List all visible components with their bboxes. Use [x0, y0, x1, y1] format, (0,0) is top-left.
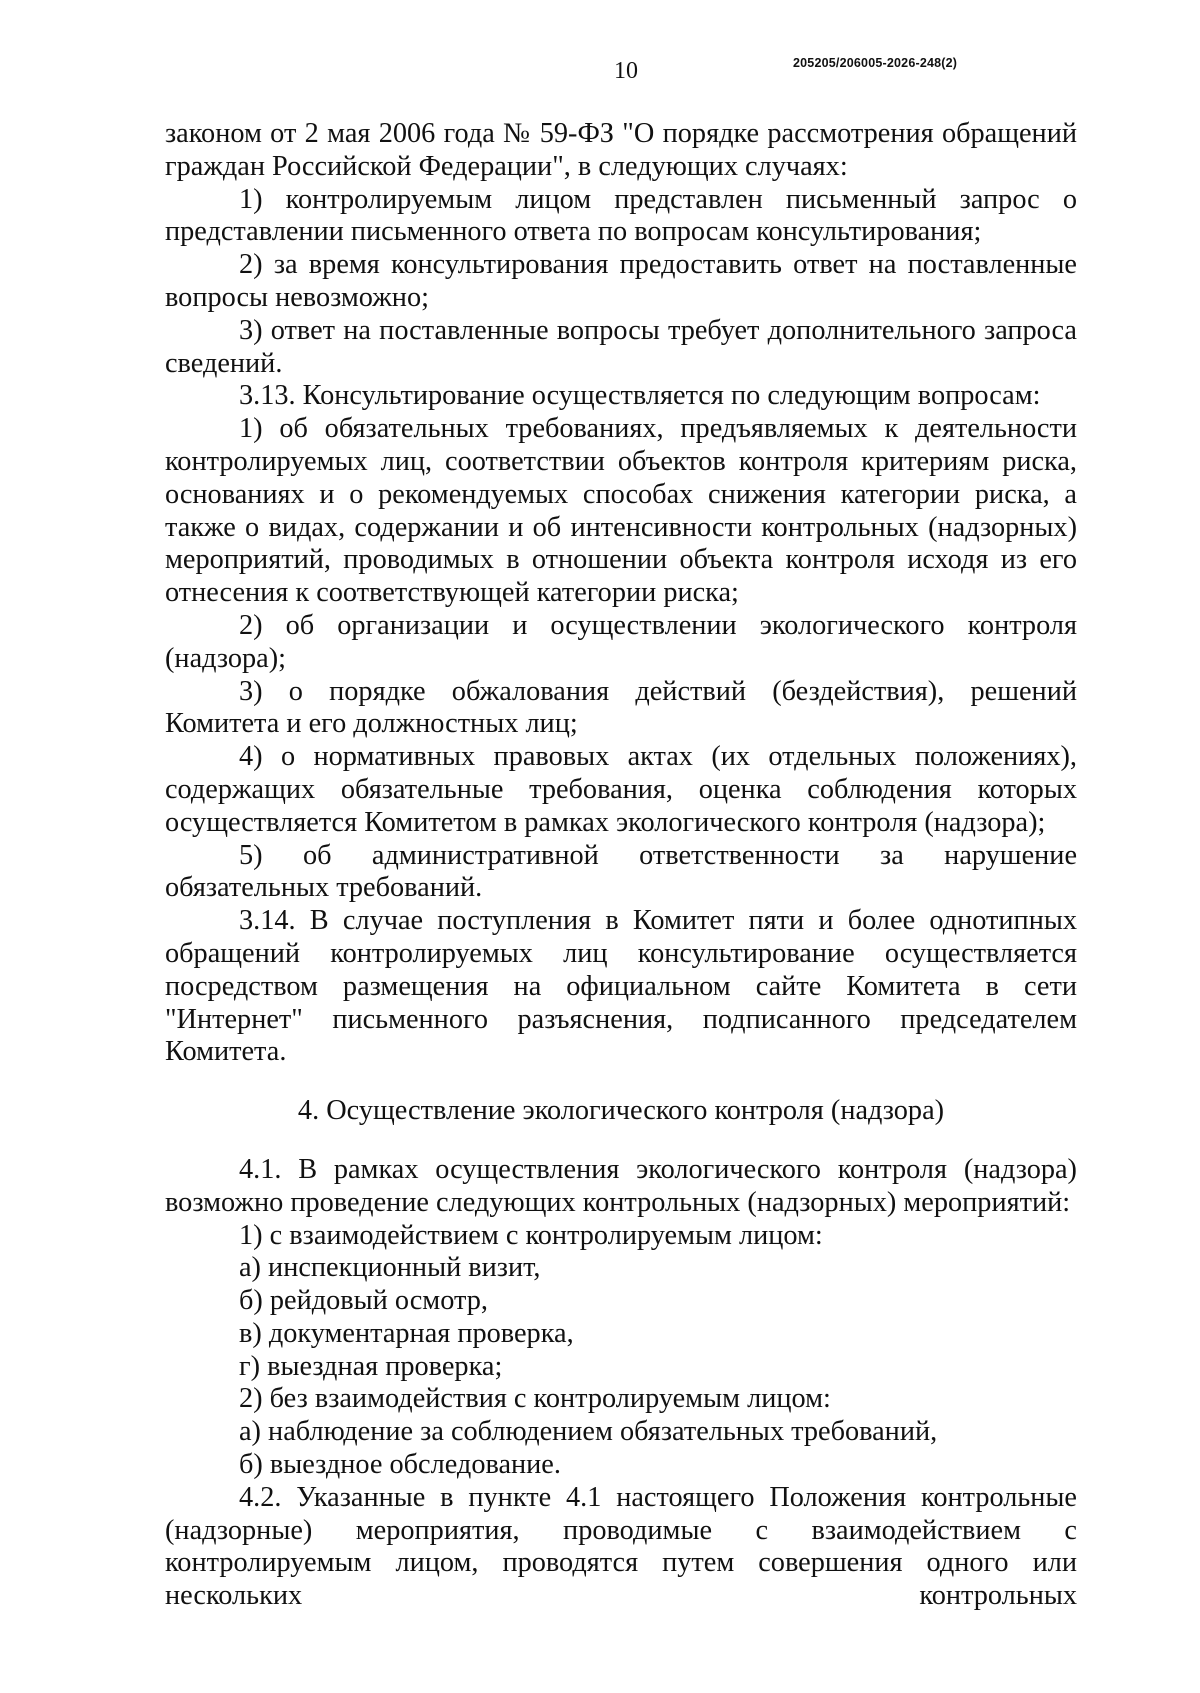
list-item: 3) о порядке обжалования действий (бездействия), решений Комитета и его должностных лиц; — [165, 675, 1077, 740]
document-code: 205205/206005-2026-248(2) — [793, 56, 958, 70]
list-item: а) инспекционный визит, — [239, 1252, 541, 1284]
list-item: 2) об организации и осуществлении экологического контроля (надзора); — [165, 609, 1077, 674]
section-heading: 4. Осуществление экологического контроля (надзора) — [297, 1095, 945, 1127]
list-item: б) рейдовый осмотр, — [239, 1285, 488, 1317]
list-item: 2) без взаимодействия с контролируемым лицом: — [239, 1383, 831, 1415]
document-body — [165, 118, 1077, 1613]
paragraph-continuation: законом от 2 мая 2006 года № 59-ФЗ "О порядке рассмотрения обращений граждан Российской Федерации", в следующих случаях: — [165, 118, 1077, 182]
list-item: 4) о нормативных правовых актах (их отдельных положениях), содержащих обязательные требования, оценка соблюдения которых осуществляется Комитетом в рамках экологического контроля (надзора); — [165, 741, 1077, 838]
page-number: 10 — [614, 58, 638, 84]
list-item: 1) с взаимодействием с контролируемым лицом: — [239, 1219, 823, 1251]
list-item: а) наблюдение за соблюдением обязательных требований, — [239, 1416, 938, 1448]
list-item: г) выездная проверка; — [239, 1350, 503, 1382]
clause-4-1: 4.1. В рамках осуществления экологического контроля (надзора) возможно проведение следующих контрольных (надзорных) мероприятий: — [165, 1153, 1077, 1218]
clause-3-14: 3.14. В случае поступления в Комитет пяти и более однотипных обращений контролируемых лиц консультирование осуществляется посредством размещения на официальном сайте Комитета в сети "Интернет" письменного разъяснения, подписанного председателем Комитета. — [165, 905, 1077, 1068]
list-item: 1) об обязательных требованиях, предъявляемых к деятельности контролируемых лиц, соответствии объектов контроля критериям риска, основаниях и о рекомендуемых способах снижения категории риска, а также о видах, содержании и об интенсивности контрольных (надзорных) мероприятий, проводимых в отношении объекта контроля исходя из его отнесения к соответствующей категории риска; — [165, 413, 1077, 609]
clause-3-13: 3.13. Консультирование осуществляется по следующим вопросам: — [239, 380, 1041, 412]
clause-4-2: 4.2. Указанные в пункте 4.1 настоящего Положения контрольные (надзорные) мероприятия, проводимые с взаимодействием с контролируемым лицом, проводятся путем совершения одного или нескольких контрольных — [165, 1481, 1077, 1612]
list-item: 1) контролируемым лицом представлен письменный запрос о представлении письменного ответа по вопросам консультирования; — [165, 183, 1077, 248]
list-item: б) выездное обследование. — [239, 1449, 561, 1481]
list-item: 5) об административной ответственности за нарушение обязательных требований. — [165, 839, 1077, 904]
list-item: 3) ответ на поставленные вопросы требует дополнительного запроса сведений. — [165, 314, 1077, 379]
list-item: 2) за время консультирования предоставить ответ на поставленные вопросы невозможно; — [165, 249, 1077, 313]
list-item: в) документарная проверка, — [239, 1317, 574, 1349]
